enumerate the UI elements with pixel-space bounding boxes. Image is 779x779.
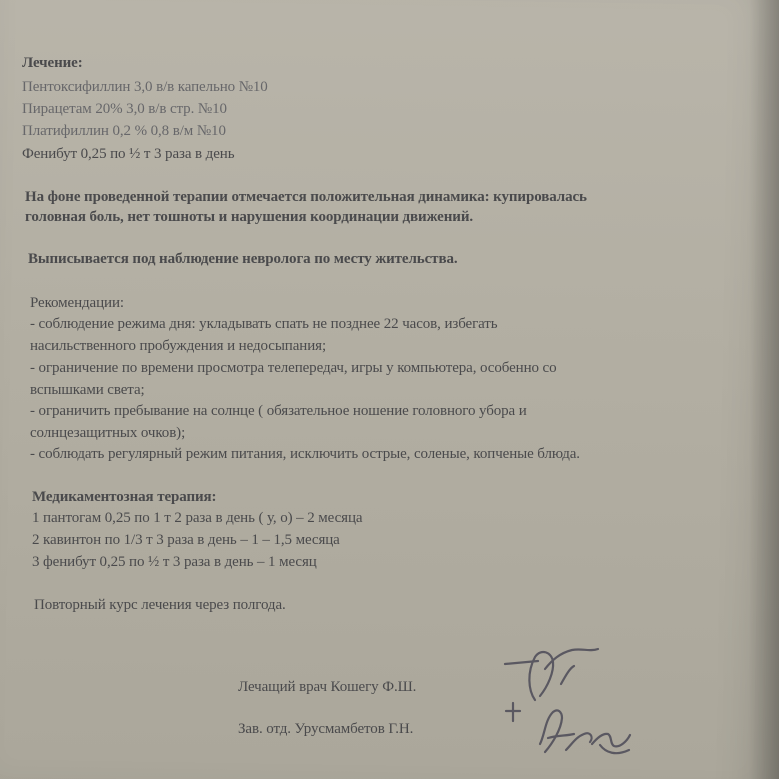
recommendations-heading: Рекомендации: <box>30 295 124 311</box>
medication-item: 1 пантогам 0,25 по 1 т 2 раза в день ( у, о) – 2 месяца <box>32 510 363 526</box>
repeat-course-note: Повторный курс лечения через полгода. <box>34 597 286 613</box>
treatment-item: Пентоксифиллин 3,0 в/в капельно №10 <box>22 79 268 95</box>
medication-heading: Медикаментозная терапия: <box>32 489 217 505</box>
recommendation-line: - соблюдение режима дня: укладывать спать не позднее 22 часов, избегать <box>30 316 498 332</box>
recommendation-line: - ограничить пребывание на солнце ( обязательное ношение головного убора и <box>30 403 527 419</box>
recommendation-line: - соблюдать регулярный режим питания, исключить острые, соленые, копченые блюда. <box>30 446 580 462</box>
outcome-line: На фоне проведенной терапии отмечается положительная динамика: купировалась <box>25 189 587 205</box>
recommendation-line: вспышками света; <box>30 382 145 398</box>
outcome-line: головная боль, нет тошноты и нарушения координации движений. <box>25 209 474 225</box>
attending-physician: Лечащий врач Кошегу Ф.Ш. <box>238 679 417 695</box>
head-of-department: Зав. отд. Урусмамбетов Г.Н. <box>238 721 414 737</box>
treatment-item: Фенибут 0,25 по ½ т 3 раза в день <box>22 146 235 162</box>
treatment-heading: Лечение: <box>22 55 83 71</box>
treatment-item: Платифиллин 0,2 % 0,8 в/м №10 <box>22 123 226 139</box>
discharge-note: Выписывается под наблюдение невролога по месту жительства. <box>28 251 458 267</box>
medication-item: 2 кавинтон по 1/3 т 3 раза в день – 1 – 1,5 месяца <box>32 532 340 548</box>
medication-item: 3 фенибут 0,25 по ½ т 3 раза в день – 1 месяц <box>32 554 317 570</box>
recommendation-line: - ограничение по времени просмотра телепередач, игры у компьютера, особенно со <box>30 360 557 376</box>
treatment-item: Пирацетам 20% 3,0 в/в стр. №10 <box>22 101 227 117</box>
recommendation-line: насильственного пробуждения и недосыпания; <box>30 338 327 354</box>
recommendation-line: солнцезащитных очков); <box>30 425 186 441</box>
